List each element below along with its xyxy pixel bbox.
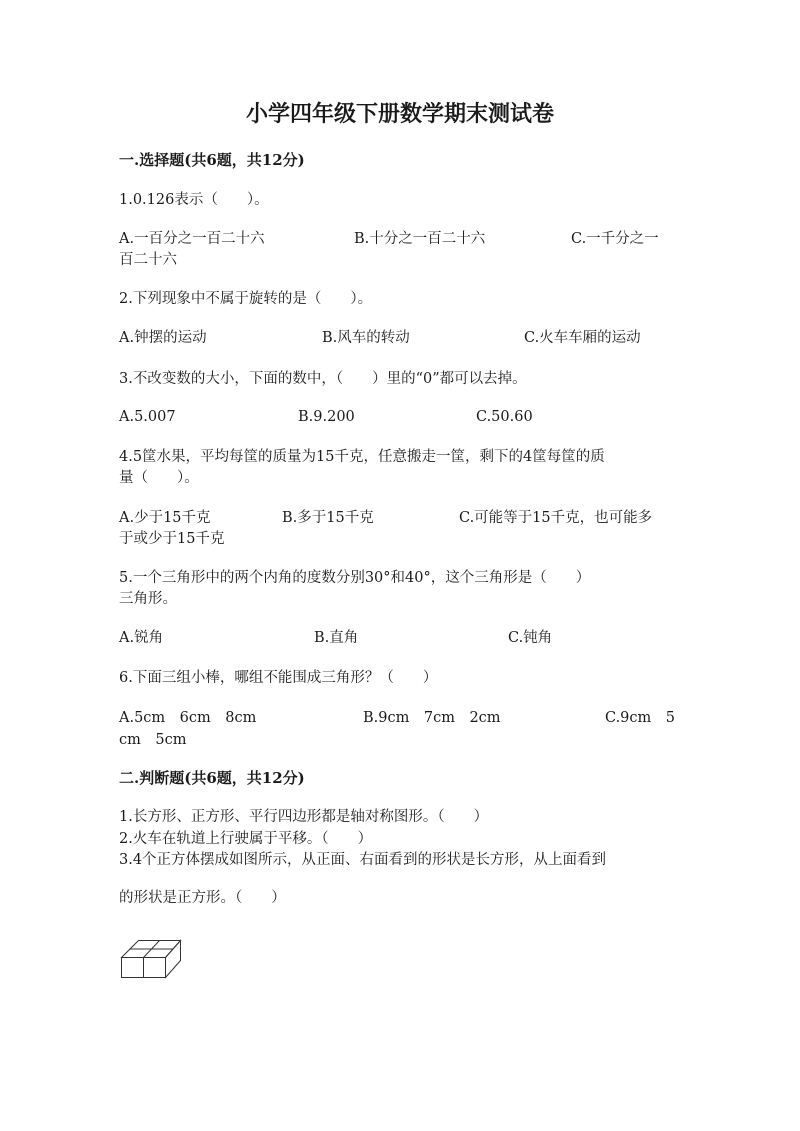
question-4-option-b[interactable]: B.多于15千克: [282, 510, 374, 526]
judgement-3-text-line-2: 的形状是正方形。（ ）: [119, 890, 286, 906]
cube-right-face: [166, 941, 181, 978]
question-1-text: 1.0.126表示（ ）。: [119, 192, 269, 208]
page-title: 小学四年级下册数学期末测试卷: [245, 101, 554, 127]
question-4-option-a[interactable]: A.少于15千克: [119, 510, 211, 526]
question-5-text-line-2: 三角形。: [119, 591, 177, 607]
question-3-option-a[interactable]: A.5.007: [119, 409, 176, 425]
question-6-option-c-cont: cm 5cm: [119, 732, 187, 748]
question-5-option-b[interactable]: B.直角: [314, 630, 359, 646]
question-4-option-c[interactable]: C.可能等于15千克，也可能多: [459, 510, 653, 526]
question-2-option-b[interactable]: B.风车的转动: [322, 330, 410, 346]
question-1-option-c-cont: 百二十六: [119, 252, 177, 268]
question-6-option-a[interactable]: A.5cm 6cm 8cm: [119, 710, 257, 726]
question-1-option-c[interactable]: C.一千分之一: [571, 231, 659, 247]
question-4-text-line-1: 4.5筐水果，平均每筐的质量为15千克，任意搬走一筐，剩下的4筐每筐的质: [119, 449, 605, 465]
question-4-text-line-2: 量（ ）。: [119, 470, 199, 486]
question-3-text: 3.不改变数的大小，下面的数中，（ ）里的“0”都可以去掉。: [119, 371, 527, 387]
cube-arrangement-figure: [119, 938, 185, 980]
judgement-1-text: 1.长方形、正方形、平行四边形都是轴对称图形。（ ）: [119, 809, 489, 825]
question-2-option-c[interactable]: C.火车车厢的运动: [524, 330, 641, 346]
question-6-option-c[interactable]: C.9cm 5: [605, 710, 676, 726]
question-6-text: 6.下面三组小棒，哪组不能围成三角形？（ ）: [119, 670, 438, 686]
question-5-option-c[interactable]: C.钝角: [508, 630, 553, 646]
question-3-option-b[interactable]: B.9.200: [298, 409, 355, 425]
question-2-text: 2.下列现象中不属于旋转的是（ ）。: [119, 291, 373, 307]
question-1-option-a[interactable]: A.一百分之一百二十六: [119, 231, 265, 247]
judgement-2-text: 2.火车在轨道上行驶属于平移。（ ）: [119, 831, 373, 847]
section-heading-choice: 一.选择题(共6题，共12分): [119, 151, 305, 169]
question-5-option-a[interactable]: A.锐角: [119, 630, 164, 646]
question-2-option-a[interactable]: A.钟摆的运动: [119, 330, 207, 346]
question-4-option-c-cont: 于或少于15千克: [119, 531, 225, 547]
judgement-3-text-line-1: 3.4个正方体摆成如图所示，从正面、右面看到的形状是长方形，从上面看到: [119, 852, 607, 868]
question-3-option-c[interactable]: C.50.60: [476, 409, 533, 425]
question-5-text-line-1: 5.一个三角形中的两个内角的度数分别30°和40°，这个三角形是（ ）: [119, 570, 591, 586]
question-1-option-b[interactable]: B.十分之一百二十六: [354, 231, 486, 247]
question-6-option-b[interactable]: B.9cm 7cm 2cm: [363, 710, 501, 726]
section-heading-judgement: 二.判断题(共6题，共12分): [119, 769, 305, 787]
